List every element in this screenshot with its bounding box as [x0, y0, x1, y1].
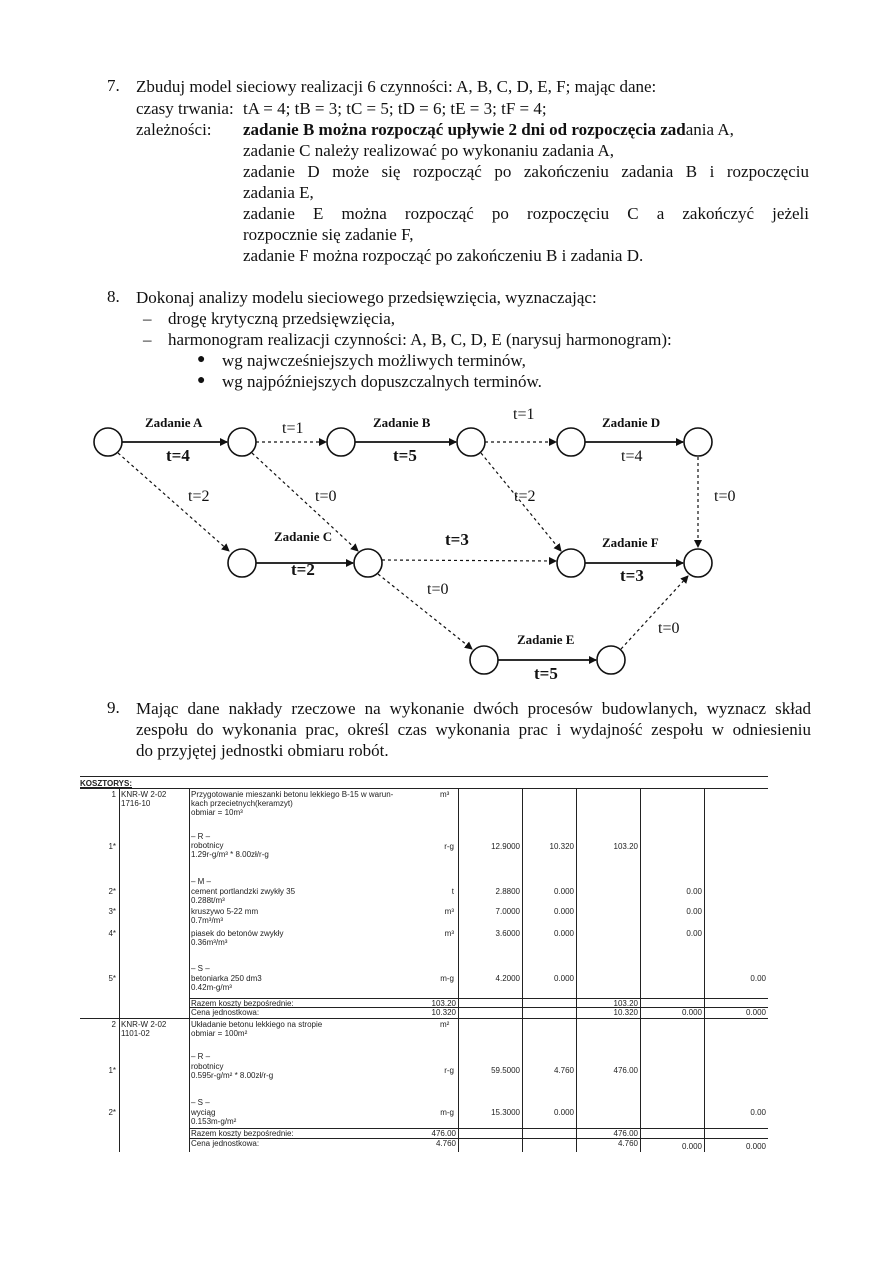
pos2-s1-lp: 2*	[108, 1108, 116, 1117]
node-4	[457, 428, 485, 456]
pos1-r1-val: 103.20	[613, 842, 638, 851]
task-e-time: t=5	[534, 664, 558, 683]
pos2-unit-val: 4.760	[435, 1139, 456, 1148]
node-7	[228, 549, 256, 577]
node-6	[684, 428, 712, 456]
pos1-m2-qty: 7.0000	[495, 907, 520, 916]
cost-estimate-table	[80, 776, 768, 1156]
q7-times-label: czasy trwania:	[136, 99, 234, 118]
pos1-m2-norm: 0.7m³/m³	[191, 916, 223, 925]
pos2-s1-qty: 15.3000	[491, 1108, 520, 1117]
pos1-m3-price: 0.000	[553, 929, 574, 938]
pos2-r1-norm: 0.595r-g/m² * 8.00zł/r-g	[191, 1071, 274, 1080]
pos1-unit: m³	[440, 790, 450, 799]
q7-deps-label: zależności:	[136, 120, 212, 139]
table-col-line	[704, 788, 705, 1152]
dummy-arrow	[118, 453, 229, 551]
pos1-m1-price: 0.000	[553, 887, 574, 896]
node-8	[354, 549, 382, 577]
pos1-s1-price: 0.000	[553, 974, 574, 983]
pos1-lp: 1	[111, 790, 116, 799]
q7-dep5: zadanie F można rozpocząć po zakończeniu B i zadania D.	[243, 246, 644, 265]
pos1-s1-unit: m-g	[440, 974, 454, 983]
pos1-r1-lp: 1*	[108, 842, 116, 851]
pos1-r1-norm: 1.29r-g/m³ * 8.00zł/r-g	[191, 850, 269, 859]
pos2-unit-label: Cena jednostkowa:	[191, 1139, 260, 1148]
pos1-m1-unit: t	[451, 887, 454, 896]
q8-bullet-1: wg najwcześniejszych możliwych terminów,	[222, 351, 526, 370]
pos1-unit-label: Cena jednostkowa:	[191, 1008, 260, 1017]
node-3	[327, 428, 355, 456]
pos1-m3-lp: 4*	[108, 929, 116, 938]
q7-dep2: zadanie C należy realizować po wykonaniu zadania A,	[243, 141, 615, 160]
dummy-b2-d-time: t=1	[513, 406, 535, 423]
q8-item-1: drogę krytyczną przedsięwzięcia,	[168, 309, 396, 328]
node-9	[557, 549, 585, 577]
task-a-time: t=4	[166, 446, 190, 465]
dummy-a2-b-time: t=1	[282, 420, 304, 437]
pos1-m2-name: kruszywo 5-22 mm	[191, 907, 259, 916]
pos1-m3-name: piasek do betonów zwykły	[191, 929, 284, 938]
q9-line-1: Mając dane nakłady rzeczowe na wykonanie dwóch procesów budowlanych, wyznacz skład	[136, 699, 811, 718]
pos1-m1-qty: 2.8800	[495, 887, 520, 896]
pos2-s1-unit: m-g	[440, 1108, 454, 1117]
q8-intro: Dokonaj analizy modelu sieciowego przedsięwzięcia, wyznaczając:	[136, 288, 597, 307]
pos2-obmiar: obmiar = 100m²	[191, 1029, 248, 1038]
q7-intro: Zbuduj model sieciowy realizacji 6 czynności: A, B, C, D, E, F; mając dane:	[136, 77, 657, 96]
q7-dep3b: zadania E,	[243, 183, 314, 202]
pos1-s1-qty: 4.2000	[495, 974, 520, 983]
q9-number: 9.	[107, 698, 120, 717]
pos2-lp: 2	[111, 1020, 116, 1029]
dummy-c2-f-time: t=3	[445, 530, 469, 549]
pos1-unit-val: 10.320	[431, 1008, 456, 1017]
q7-times: tA = 4; tB = 3; tC = 5; tD = 6; tE = 3; tF = 4;	[243, 99, 547, 118]
pos1-m1-lp: 2*	[108, 887, 116, 896]
table-col-line	[576, 788, 577, 1152]
pos1-sum-label: Razem koszty bezpośrednie:	[191, 999, 294, 1008]
pos1-r1-name: robotnicy	[191, 841, 224, 850]
q7-dep4a: zadanie E można rozpocząć po rozpoczęciu C a zakończyć jeżeli	[243, 204, 809, 223]
dummy-a-c-time: t=2	[188, 488, 210, 505]
q7-dep4b: rozpocznie się zadanie F,	[243, 225, 414, 244]
dummy-c2-e-time: t=0	[427, 581, 449, 598]
pos2-r1-unit: r-g	[444, 1066, 454, 1075]
pos2-sum-r: 476.00	[613, 1129, 638, 1138]
pos1-code2: 1716-10	[121, 799, 151, 808]
pos1-m2-val: 0.00	[686, 907, 702, 916]
pos1-m3-qty: 3.6000	[495, 929, 520, 938]
pos2-r1-price: 4.760	[553, 1066, 574, 1075]
table-rule	[190, 1138, 768, 1139]
pos1-s-head: – S –	[191, 964, 210, 973]
pos2-s-head: – S –	[191, 1098, 210, 1107]
pos2-r1-lp: 1*	[108, 1066, 116, 1075]
table-col-line	[119, 788, 120, 1152]
task-a-name: Zadanie A	[145, 415, 203, 430]
dummy-a2-c2-time: t=0	[315, 488, 337, 505]
network-diagram	[80, 395, 740, 685]
node-2	[228, 428, 256, 456]
node-10	[684, 549, 712, 577]
task-b-time: t=5	[393, 446, 417, 465]
node-1	[94, 428, 122, 456]
pos2-code2: 1101-02	[121, 1029, 150, 1038]
task-b-name: Zadanie B	[373, 415, 431, 430]
q9-line-2: zespołu do wykonania prac, określ czas wykonania prac i wydajność zespołu w odniesieniu	[136, 720, 811, 739]
pos2-r1-name: robotnicy	[191, 1062, 224, 1071]
q7-number: 7.	[107, 76, 120, 95]
pos1-m3-val: 0.00	[686, 929, 702, 938]
dummy-b2-f-time: t=2	[514, 488, 536, 505]
table-rule	[80, 1018, 768, 1019]
task-c-name: Zadanie C	[274, 529, 333, 544]
table-col-line	[640, 788, 641, 1152]
pos1-unit-m: 0.000	[681, 1008, 702, 1017]
bullet-icon: ●	[197, 373, 206, 388]
pos1-obmiar: obmiar = 10m³	[191, 808, 243, 817]
pos1-s1-norm: 0.42m-g/m³	[191, 983, 232, 992]
pos1-m1-val: 0.00	[686, 887, 702, 896]
pos2-sum-val: 476.00	[431, 1129, 456, 1138]
q8-item-2: harmonogram realizacji czynności: A, B, C, D, E (narysuj harmonogram):	[168, 330, 672, 349]
table-header: KOSZTORYS:	[80, 779, 133, 788]
q8-dash-1: –	[143, 309, 152, 328]
pos1-code1: KNR-W 2-02	[121, 790, 167, 799]
pos1-m2-unit: m³	[444, 907, 454, 916]
pos1-s1-val: 0.00	[750, 974, 766, 983]
table-top-rule	[80, 776, 768, 777]
node-12	[597, 646, 625, 674]
q7-dep1	[243, 119, 734, 140]
task-c-time: t=2	[291, 560, 315, 579]
pos1-r1-qty: 12.9000	[491, 842, 520, 851]
pos1-m3-norm: 0.36m³/m³	[191, 938, 228, 947]
pos1-sum-r: 103.20	[613, 999, 638, 1008]
table-col-line	[522, 788, 523, 1152]
pos2-s1-price: 0.000	[553, 1108, 574, 1117]
q7-dep1-rest: ania A,	[685, 120, 734, 139]
dummy-arrow	[621, 576, 688, 649]
bullet-icon: ●	[197, 352, 206, 367]
pos1-desc1: Przygotowanie mieszanki betonu lekkiego B-15 w warun-	[191, 790, 394, 799]
pos2-desc1: Układanie betonu lekkiego na stropie	[191, 1020, 323, 1029]
pos1-s1-name: betoniarka 250 dm3	[191, 974, 262, 983]
pos1-m2-price: 0.000	[553, 907, 574, 916]
table-header-rule	[80, 788, 768, 789]
table-col-line	[189, 788, 190, 1152]
node-5	[557, 428, 585, 456]
q8-number: 8.	[107, 287, 120, 306]
q7-dep1-bold: zadanie B można rozpocząć upływie 2 dni od rozpoczęcia zad	[243, 120, 686, 139]
pos1-sum-val: 103.20	[431, 999, 456, 1008]
task-e-name: Zadanie E	[517, 632, 575, 647]
pos2-s1-norm: 0.153m-g/m²	[191, 1117, 237, 1126]
task-f-time: t=3	[620, 566, 644, 585]
pos1-m3-unit: m³	[444, 929, 454, 938]
pos2-s1-name: wyciąg	[191, 1108, 216, 1117]
node-11	[470, 646, 498, 674]
pos2-s1-val: 0.00	[750, 1108, 766, 1117]
pos1-desc2: kach przecietnych(keramzyt)	[191, 799, 293, 808]
pos1-unit-r: 10.320	[613, 1008, 638, 1017]
pos2-unit-r: 4.760	[617, 1139, 638, 1148]
pos1-r-head: – R –	[191, 832, 211, 841]
pos1-m1-name: cement portlandzki zwykły 35	[191, 887, 296, 896]
q8-dash-2: –	[143, 330, 152, 349]
pos2-r1-val: 476.00	[613, 1066, 638, 1075]
pos2-r1-qty: 59.5000	[491, 1066, 520, 1075]
table-col-line	[458, 788, 459, 1152]
q7-dep3a: zadanie D może się rozpocząć po zakończeniu zadania B i rozpoczęciu	[243, 162, 809, 181]
dummy-arrow	[382, 560, 556, 561]
pos1-s1-lp: 5*	[108, 974, 116, 983]
q8-bullet-2: wg najpóźniejszych dopuszczalnych terminów.	[222, 372, 542, 391]
task-d-name: Zadanie D	[602, 415, 661, 430]
pos2-unit-m: 0.000	[681, 1142, 702, 1151]
pos2-code1: KNR-W 2-02	[121, 1020, 167, 1029]
pos1-m1-norm: 0.288t/m³	[191, 896, 225, 905]
dummy-arrow	[378, 574, 472, 649]
task-d-time: t=4	[621, 448, 643, 465]
pos1-m2-lp: 3*	[108, 907, 116, 916]
pos2-sum-label: Razem koszty bezpośrednie:	[191, 1129, 294, 1138]
dummy-e2-f2-time: t=0	[658, 620, 680, 637]
dummy-d2-f2-time: t=0	[714, 488, 736, 505]
pos1-unit-s: 0.000	[745, 1008, 766, 1017]
pos1-m-head: – M –	[191, 877, 212, 886]
pos1-r1-unit: r-g	[444, 842, 454, 851]
pos2-r-head: – R –	[191, 1052, 211, 1061]
pos2-unit: m²	[440, 1020, 450, 1029]
pos2-unit-s: 0.000	[745, 1142, 766, 1151]
pos1-r1-price: 10.320	[549, 842, 574, 851]
task-f-name: Zadanie F	[602, 535, 659, 550]
q9-line-3: do przyjętej jednostki obmiaru robót.	[136, 741, 389, 760]
